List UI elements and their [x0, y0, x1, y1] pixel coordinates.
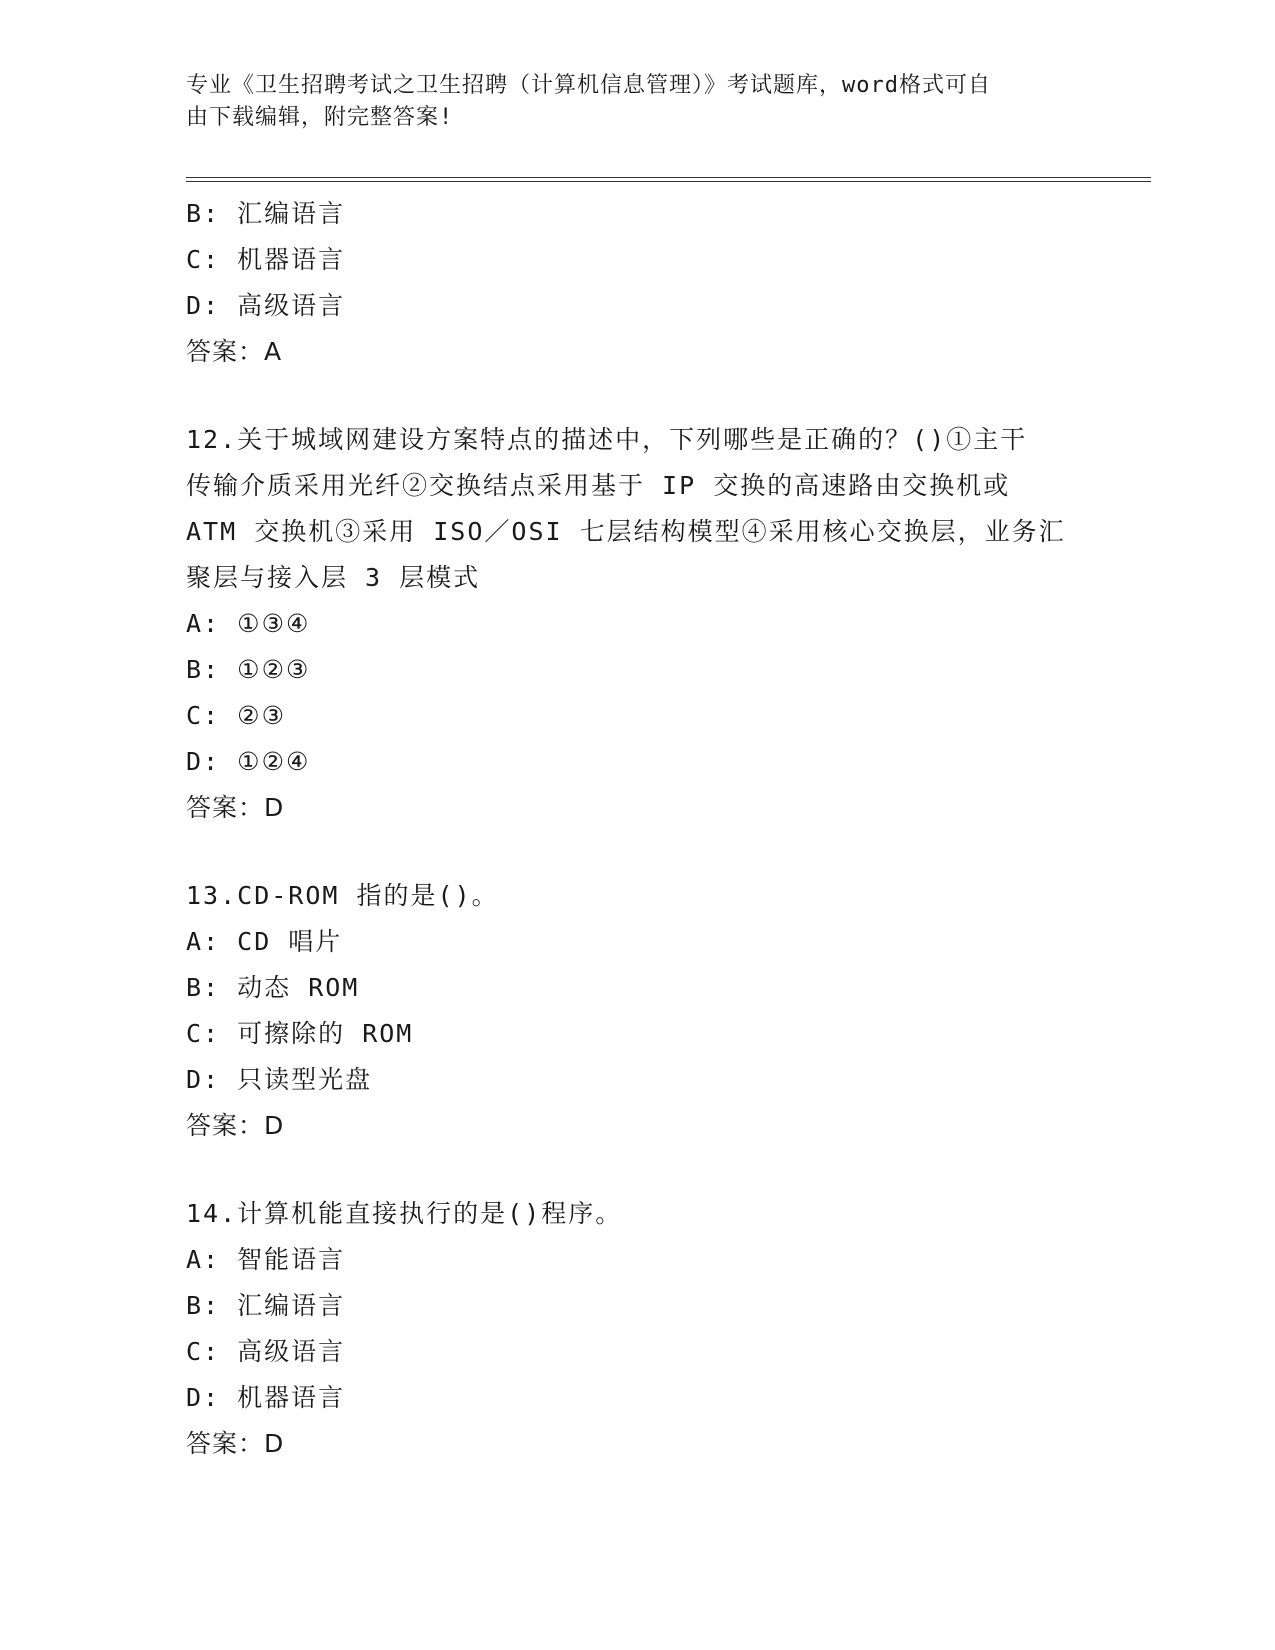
- option-b: B: ①②③: [186, 655, 311, 684]
- option-b: B: 动态 ROM: [186, 973, 360, 1002]
- question-block-12: [186, 417, 1086, 831]
- question-list: [186, 191, 1086, 1467]
- option-b: B: 汇编语言: [186, 199, 346, 228]
- option-d: D: ①②④: [186, 747, 311, 776]
- answer-line: 答案：D: [186, 1111, 285, 1140]
- question-stem-line: 聚层与接入层 3 层模式: [186, 563, 481, 592]
- question-stem-line: 12.关于城域网建设方案特点的描述中，下列哪些是正确的？()①主干: [186, 425, 1028, 454]
- header-line-2: 由下载编辑，附完整答案!: [186, 105, 454, 130]
- question-block-13: [186, 873, 1086, 1149]
- question-stem-line: 14.计算机能直接执行的是()程序。: [186, 1199, 623, 1228]
- option-d: D: 只读型光盘: [186, 1065, 373, 1094]
- option-a: A: ①③④: [186, 609, 311, 638]
- option-c: C: 机器语言: [186, 245, 346, 274]
- option-d: D: 高级语言: [186, 291, 346, 320]
- question-stem-line: 传输介质采用光纤②交换结点采用基于 IP 交换的高速路由交换机或: [186, 471, 1011, 500]
- option-c: C: 可擦除的 ROM: [186, 1019, 414, 1048]
- option-a: A: CD 唱片: [186, 927, 343, 956]
- question-stem-line: 13.CD-ROM 指的是()。: [186, 881, 499, 910]
- document-header: [186, 70, 1086, 134]
- header-line-1: 专业《卫生招聘考试之卫生招聘（计算机信息管理）》考试题库，word格式可自: [186, 73, 991, 98]
- answer-line: 答案：D: [186, 793, 285, 822]
- header-divider-top: [186, 177, 1151, 178]
- question-block-14: [186, 1191, 1086, 1467]
- option-c: C: 高级语言: [186, 1337, 346, 1366]
- option-d: D: 机器语言: [186, 1383, 346, 1412]
- question-block-prev: [186, 191, 1086, 375]
- answer-line: 答案：D: [186, 1429, 285, 1458]
- question-stem-line: ATM 交换机③采用 ISO／OSI 七层结构模型④采用核心交换层，业务汇: [186, 517, 1066, 546]
- option-b: B: 汇编语言: [186, 1291, 346, 1320]
- option-c: C: ②③: [186, 701, 286, 730]
- option-a: A: 智能语言: [186, 1245, 346, 1274]
- answer-line: 答案：A: [186, 337, 283, 366]
- header-divider-bottom: [186, 181, 1151, 182]
